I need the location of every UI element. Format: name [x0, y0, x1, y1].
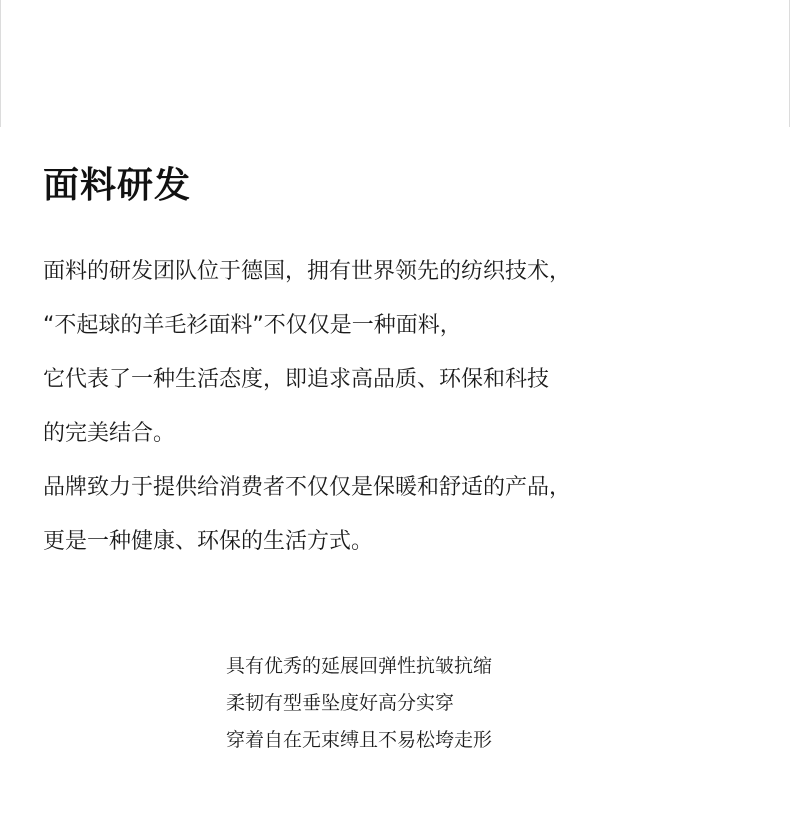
description-line: “不起球的羊毛衫面料”不仅仅是一种面料，: [43, 313, 462, 338]
description-line: 面料的研发团队位于德国，拥有世界领先的纺织技术，: [43, 259, 572, 284]
feature-item: 具有优秀的延展回弹性抗皱抗缩: [226, 655, 493, 677]
description-line: 它代表了一种生活态度，即追求高品质、环保和科技: [43, 367, 550, 392]
feature-item: 穿着自在无束缚且不易松垮走形: [226, 729, 493, 751]
section-title: 面料研发: [43, 165, 192, 206]
feature-item: 柔韧有型垂坠度好高分实穿: [226, 692, 455, 714]
top-image-frame: [0, 0, 790, 127]
description-line: 的完美结合。: [43, 421, 176, 446]
feature-list: [226, 648, 492, 759]
description-paragraph: [43, 245, 571, 569]
description-line: 品牌致力于提供给消费者不仅仅是保暖和舒适的产品，: [43, 475, 572, 500]
description-line: 更是一种健康、环保的生活方式。: [43, 529, 374, 554]
